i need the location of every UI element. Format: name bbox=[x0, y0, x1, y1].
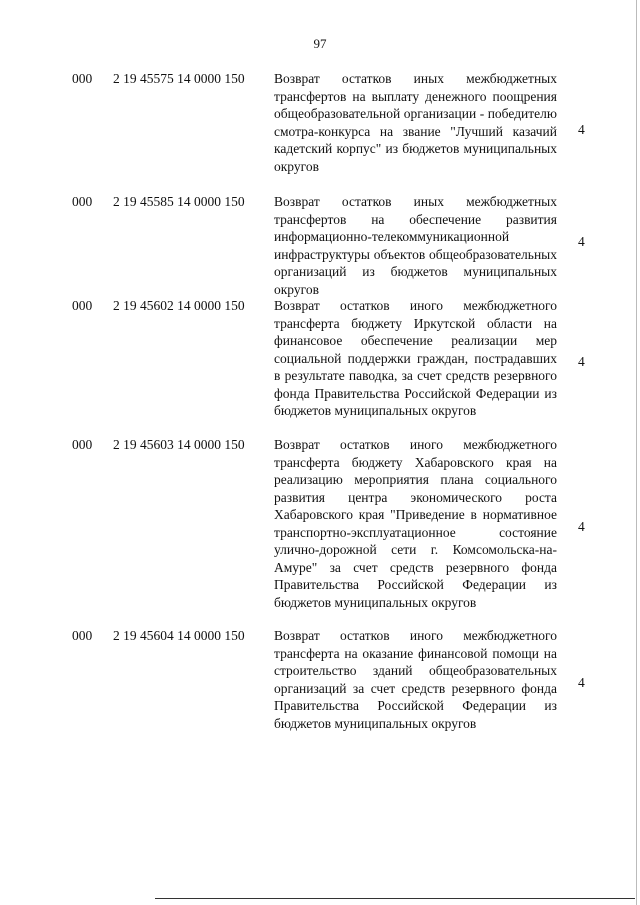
income-description: Возврат остатков иного межбюджетного трансферта на оказание финансовой помощи на строительство зданий общеобразовательных организаций за счет средств резервного фонда Правительства Российской Федерации из бюджетов муниципальных округов bbox=[274, 628, 557, 731]
amount-value: 4 bbox=[578, 122, 585, 137]
amount-value: 4 bbox=[578, 675, 585, 690]
admin-code: 000 bbox=[72, 628, 93, 643]
admin-code: 000 bbox=[72, 437, 93, 452]
budget-classification-code: 2 19 45604 14 0000 150 bbox=[113, 628, 245, 643]
amount-value: 4 bbox=[578, 354, 585, 369]
income-description: Возврат остатков иного межбюджетного трансферта бюджету Иркутской области на финансовое обеспечение реализации мер социальной поддержки граждан, пострадавших в результате паводка, за счет средств резервного фонда Правительства Российской Федерации из бюджетов муниципальных округов bbox=[274, 298, 557, 418]
income-description: Возврат остатков иных межбюджетных трансфертов на обеспечение развития информационно-телекоммуникационной инфраструктуры объектов общеобразовательных организаций из бюджетов муниципальных округов bbox=[274, 194, 557, 297]
scan-side-edge bbox=[636, 0, 637, 905]
scan-edge-line bbox=[155, 898, 635, 899]
budget-classification-code: 2 19 45575 14 0000 150 bbox=[113, 71, 245, 86]
admin-code: 000 bbox=[72, 194, 93, 209]
table-row bbox=[0, 436, 640, 624]
table-row bbox=[0, 297, 640, 435]
table-row bbox=[0, 70, 640, 190]
admin-code: 000 bbox=[72, 298, 93, 313]
budget-classification-code: 2 19 45585 14 0000 150 bbox=[113, 194, 245, 209]
amount-value: 4 bbox=[578, 519, 585, 534]
budget-classification-code: 2 19 45602 14 0000 150 bbox=[113, 298, 245, 313]
page-number: 97 bbox=[313, 36, 327, 51]
income-description: Возврат остатков иных межбюджетных трансфертов на выплату денежного поощрения общеобразовательной организации - победителю смотра-конкурса на звание "Лучший казачий кадетский корпус" из бюджетов муниципальных округов bbox=[274, 71, 557, 174]
table-row bbox=[0, 193, 640, 297]
table-row bbox=[0, 627, 640, 747]
admin-code: 000 bbox=[72, 71, 93, 86]
budget-classification-code: 2 19 45603 14 0000 150 bbox=[113, 437, 245, 452]
amount-value: 4 bbox=[578, 234, 585, 249]
income-description: Возврат остатков иного межбюджетного трансферта бюджету Хабаровского края на реализацию мероприятия плана социального развития центра экономического роста Хабаровского края "Приведение в нормативное транспортно-эксплуатационное состояние улично-дорожной сети г. Комсомольска-на-Амуре" за счет средств резервного фонда Правительства Российской Федерации из бюджетов муниципальных округов bbox=[274, 437, 557, 610]
